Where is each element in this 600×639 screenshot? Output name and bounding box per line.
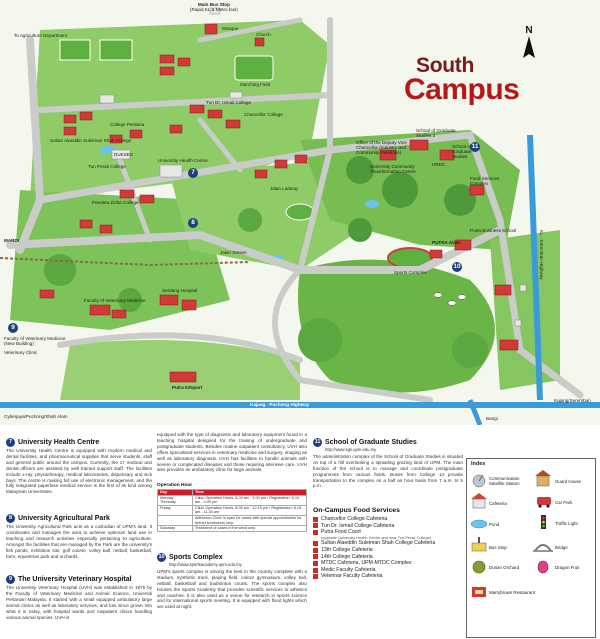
pond	[365, 200, 379, 208]
section-number: 8	[6, 514, 15, 523]
table-header-cell: Time	[193, 490, 307, 496]
dragon-fruit-icon	[538, 561, 548, 573]
food-item	[313, 523, 463, 530]
index-item: Cafeteria	[489, 501, 507, 506]
label-faculty-vet-new: Faculty of Veterinary Medicine (New Building)	[4, 336, 66, 346]
food-marker-icon	[313, 517, 318, 522]
food-item-label: 13th College Cafeteria	[321, 546, 373, 553]
badge-health-centre[interactable]: 7	[188, 168, 198, 178]
index-item: Pond	[489, 522, 500, 527]
food-items	[313, 516, 463, 580]
tree-cluster	[452, 332, 488, 368]
table-cell: Clinic Operation Hours: 8.00 am - 12.15 pm / Registration: 8.15 am - 11.30 am	[193, 505, 307, 515]
section-agri-park	[6, 514, 152, 559]
tree-cluster	[298, 318, 342, 362]
section-body: The administration complex of the School of Graduate Studies is situated on top of a hill overlooking a sprawling grazing land of UPM. The main function of the school is to manage and coordinate postgraduate programmes from various fields. Buses from College 14 provide transportation to the complex on a half an hour basis from 7 a.m. to 5 p.m.	[313, 453, 463, 489]
food-item	[313, 516, 463, 523]
section-number: 11	[314, 439, 321, 445]
table-header-cell: Day	[158, 490, 193, 496]
index-legend	[466, 458, 596, 638]
label-hrdc: HRDC	[432, 162, 446, 167]
index-item: Durian Orchard	[489, 565, 520, 570]
index-item: Guard House	[555, 479, 582, 484]
label-putra-infoport: Putra Infoport	[172, 385, 203, 390]
label-school-grad: School of Graduate Studies	[452, 144, 472, 159]
college-building	[80, 220, 92, 228]
section-number: 10	[158, 554, 165, 560]
label-kajang-highway: Kajang - Puchong Highway	[250, 402, 310, 407]
section-number: 9	[6, 575, 15, 584]
college-building	[64, 115, 76, 123]
table-row	[158, 505, 307, 515]
compass	[514, 25, 544, 73]
section-url-link[interactable]: http://www.sgs.upm.edu.my	[325, 447, 377, 452]
food-item	[313, 540, 463, 547]
food-marker-icon	[313, 541, 318, 546]
label-serdang-hospital: Serdang Hospital	[162, 288, 198, 293]
index-item: Marrybrown Restaurant	[489, 590, 535, 595]
infoport-building	[170, 372, 196, 382]
field	[286, 204, 314, 220]
food-item-label: Sultan Alaeddin Suleiman Shah College Cafeteria	[321, 540, 436, 547]
food-item-label: Tun Dr. Ismail College Cafeteria	[321, 522, 395, 529]
college-building	[208, 110, 222, 118]
cow	[458, 295, 466, 300]
vet-building	[90, 305, 110, 315]
cow	[434, 293, 442, 298]
food-item-label: 14th College Cafeteria	[321, 553, 373, 560]
health-centre-building	[160, 165, 182, 177]
label-kajang-seremban: Kajang/Seremban	[554, 398, 591, 403]
label-tun-dr-ismail: Tun Dr. Ismail College	[206, 100, 252, 105]
durian-icon	[473, 561, 485, 573]
food-item-label: Veterinar Faculty Cafeteria	[321, 573, 383, 580]
index-item: Bridge	[555, 545, 568, 550]
label-dukses: DUKSES	[114, 152, 133, 157]
table-cell: Treatment of cases in the ward only.	[193, 526, 307, 532]
index-item: Dragon Fruit	[555, 565, 580, 570]
car-park-icon	[537, 497, 551, 508]
label-health-centre: University Health Centre	[158, 158, 208, 163]
station-building	[495, 285, 511, 295]
label-faculty-vet: Faculty of Veterinary Medicine	[84, 298, 146, 303]
label-church: Church	[256, 32, 271, 37]
table-cell: Friday	[158, 505, 193, 515]
guard-house	[520, 285, 526, 291]
section-title: Sports Complex	[169, 554, 223, 561]
table-cell: Afternoon Clinic is open for cases with special appointments for further treatments only.	[193, 515, 307, 525]
food-marker-icon	[313, 568, 318, 573]
college-building	[160, 67, 174, 75]
label-jalan-stesen: Jalan Stesen	[220, 250, 247, 255]
label-college-perdana: College Perdana	[110, 122, 145, 127]
college-building	[64, 127, 76, 135]
label-univ-cobra: University Community Transformation Centre	[370, 164, 416, 174]
index-icons	[467, 459, 595, 637]
guard-house	[515, 320, 521, 326]
label-tun-perak: Tun Perak College	[88, 164, 126, 169]
food-marker-icon	[313, 523, 318, 528]
college-building	[295, 155, 307, 163]
bus-stop-icon	[472, 537, 486, 551]
table-cell: Monday - Thursday	[158, 495, 193, 505]
college-building	[120, 190, 134, 198]
section-grad-school	[313, 438, 463, 489]
section-vet-continued	[157, 431, 307, 473]
section-health-centre	[6, 438, 152, 495]
badge-grad-school[interactable]: 11	[471, 143, 479, 150]
map-title-top: South	[416, 54, 474, 77]
mosque-building	[205, 24, 217, 34]
label-to-agriculture: To Agriculture Department	[14, 33, 68, 38]
food-marker-icon	[313, 530, 318, 535]
food-item-note: (opposite University Health Centre and near Tun Perak College)	[321, 534, 432, 540]
label-mardi: MARDI	[4, 238, 20, 243]
grass-east-strip	[490, 230, 560, 390]
marching-field	[235, 56, 273, 80]
label-vet-clinic: Veterinary Clinic	[4, 350, 38, 355]
label-pendeta: Pendeta Za'ba College	[92, 200, 139, 205]
food-item-label: Putra Food Court	[321, 529, 361, 536]
satellite-icon	[473, 475, 485, 487]
hospital-building	[160, 295, 178, 305]
bridge-icon	[533, 545, 553, 551]
table-cell	[158, 515, 193, 525]
food-title: On-Campus Food Services	[313, 507, 400, 514]
label-putra-business: Putra Business School	[470, 228, 517, 233]
section-body: The University Veterinary Hospital (UVH) was established in 1975 by the Faculty of Veterinary Medicine and Animal Science, Universiti Pertanian Malaysia. It started with a small equipped ambulatory large animal clinics as well as laboratory services, and has since grown into what it is today, with hospital wards and outpatient clinics handling various animal species. UVH is	[6, 585, 152, 620]
pond-icon	[471, 520, 487, 528]
section-body: UPM's sports complex is among the best in the country complete with a stadium, synthetic track, playing field, indoor gymnasium, volley ball, netball, basketball and badminton courts. The sports complex also houses the Sports Academy that provides scientific services to athletics and coaches. It is also used as a venue for research in sports science and for international sports meeting. It is equipped with flood lights which are used at night.	[157, 568, 307, 610]
compass-north-label: N	[525, 25, 533, 36]
section-body: The University Agricultural Park acts as a custodian of UPM's land. It coordinates and manages the area to achieve optimum land use in teaching and research activities especially pertaining to agriculture. Amongst the facilities that are managed by the Park are the university's fish ponds, exhibition site, golf course, volley ball, netball, basketball, farm, equestrian park and orchards.	[6, 524, 152, 559]
label-sg-office: Office of the Deputy Vice Chancellor (Industry and Community Relations)	[356, 140, 407, 155]
cafeteria-icon	[471, 493, 487, 508]
food-item	[313, 547, 463, 554]
label-bangi: Bangi	[486, 416, 498, 421]
food-item	[313, 560, 463, 567]
office-building	[100, 95, 114, 103]
tree-cluster	[348, 218, 372, 242]
food-item	[313, 554, 463, 561]
label-sports-complex: Sports Complex	[394, 270, 427, 275]
tree-cluster	[238, 208, 262, 232]
hospital-building	[182, 300, 196, 310]
label-mosque: Mosque	[222, 26, 239, 31]
label-main-bus-stop-sub: (Rapid KL & Metro bus)	[190, 7, 238, 12]
badge-sports-complex[interactable]: 10	[453, 263, 461, 270]
section-title: School of Graduate Studies	[325, 439, 417, 446]
label-cyberjaya: Cyberjaya/Puchong/Shah Alam	[4, 414, 68, 419]
section-title: University Health Centre	[18, 439, 100, 446]
table-cell: Clinic Operation Hours: 8.00 am - 5.00 pm / Registration: 8.15 am - 4.00 pm	[193, 495, 307, 505]
station-building	[500, 340, 518, 350]
table-row	[158, 526, 307, 532]
sports-building	[430, 250, 442, 258]
food-marker-icon	[313, 554, 318, 559]
college-building	[170, 125, 182, 133]
food-marker-icon	[313, 574, 318, 579]
index-item: Bus Stop	[489, 545, 507, 550]
label-main-bus-stop: Main Bus Stop	[198, 2, 230, 7]
table-cell: Saturday	[158, 526, 193, 532]
operation-hours	[157, 483, 307, 532]
college-building	[80, 112, 92, 120]
table-row	[158, 495, 307, 505]
badge-agri-park[interactable]: 8	[188, 218, 198, 228]
traffic-light-icon	[541, 515, 546, 529]
index-item: Communication Satellite Station	[489, 476, 520, 486]
label-jalan-ladang: Jalan Ladang	[270, 186, 298, 191]
food-marker-icon	[313, 548, 318, 553]
food-item	[313, 567, 463, 574]
map-title-bottom: Campus	[404, 73, 520, 106]
index-title: Index	[471, 461, 486, 467]
college-building	[178, 58, 190, 66]
tree-cluster	[44, 254, 76, 286]
food-services-list	[313, 507, 463, 580]
food-complex	[470, 185, 484, 195]
food-item-label: Medic Faculty Cafeteria	[321, 566, 376, 573]
college-building	[100, 225, 112, 233]
field	[100, 40, 132, 60]
table-row	[158, 515, 307, 525]
section-vet-hospital	[6, 575, 152, 620]
college-building	[160, 55, 174, 63]
cow	[448, 301, 456, 306]
college-building	[275, 160, 287, 168]
college-building	[226, 120, 240, 128]
label-sultan-alaeddin: Sultan Alaeddin Suleiman Shah College	[50, 138, 132, 143]
food-item-label: Chancellor College Cafeteria	[321, 516, 388, 522]
guard-house-icon	[535, 470, 551, 486]
index-item: Traffic Light	[555, 521, 578, 526]
tree-cluster	[382, 172, 418, 208]
college-building	[40, 290, 54, 298]
food-item-label: MTDC Cafeteria, UPM-MTDC Complex	[321, 560, 412, 567]
label-food-services: Food Services Complex	[470, 176, 500, 186]
section-url-link[interactable]: http://www.sportsacademy.upm.edu.my	[169, 562, 242, 567]
restaurant-icon	[472, 587, 486, 597]
college-building	[190, 105, 204, 113]
college-building	[140, 195, 154, 203]
section-title: University Agricultural Park	[18, 515, 110, 522]
food-marker-icon	[313, 561, 318, 566]
section-body: The University Health Centre is equipped with modern medical and dental facilities, and pharmaceutical supplies that serve students, staff and general public around the campus. Currently, the 17 medical and dental officers are assisted by well trained support staff. The facilities include x-ray, physiotherapy, medical laboratories, dispensary and sick bays. The centre is making full use of electronic management, and the fully integrated paperless medical service is the first of its kind among Malaysian Universities.	[6, 448, 152, 495]
hours-table	[157, 489, 307, 532]
section-title: The University Veterinary Hospital	[18, 576, 132, 583]
college-building	[130, 130, 142, 138]
label-putra-alam: PUTRA Alam	[432, 240, 460, 245]
hours-caption: Operation Hour	[157, 483, 193, 488]
food-item	[313, 573, 463, 580]
label-elite-highway: KL - Seremban Highway	[539, 230, 544, 280]
label-chancellor: Chancellor College	[244, 112, 283, 117]
index-item: Car Park	[555, 500, 573, 505]
label-marching-field: Marching Field	[240, 82, 271, 87]
field	[60, 40, 90, 60]
label-school-grad-2: School of Graduate Studies 2	[416, 128, 456, 138]
section-number: 7	[6, 438, 15, 447]
vet-building	[112, 310, 126, 318]
map-title	[404, 56, 524, 104]
badge-vet-hospital[interactable]: 9	[8, 323, 18, 333]
section-sports-complex	[157, 553, 307, 610]
college-building	[255, 170, 267, 178]
section-body: equipped with the type of diagnostic and laboratory equipment found in a teaching hospital designed for the training of undergraduate and postgraduate students. Besides routine outpatient consultancy, UVH also offers specialised services in veterinary medicine and surgery, imaging as well as laboratory diagnosis. UVH has facilities to handle animals with severe or complicated diseases and those requiring intensive care. UVH also provides an ambulatory clinic for large animals.	[157, 432, 307, 473]
church-building	[255, 38, 264, 46]
office-building	[230, 92, 242, 98]
